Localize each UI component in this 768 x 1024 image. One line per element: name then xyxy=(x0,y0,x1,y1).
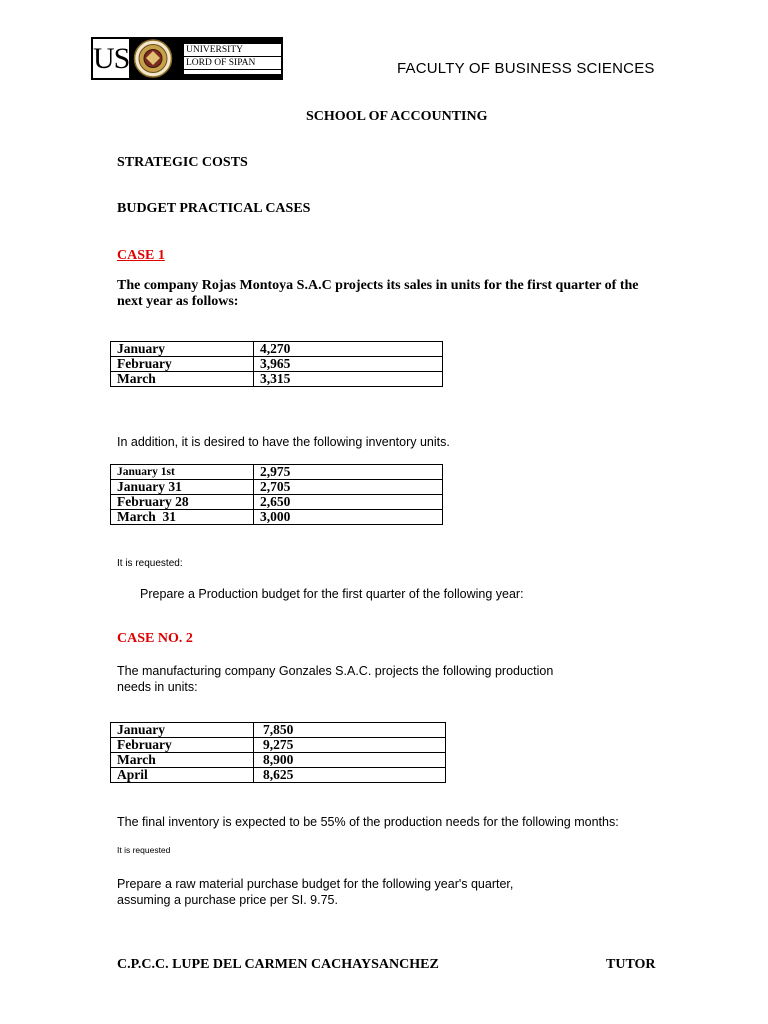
university-logo xyxy=(91,37,283,80)
table-row xyxy=(111,768,446,783)
faculty-name: FACULTY OF BUSINESS SCIENCES xyxy=(397,60,655,77)
course-title: STRATEGIC COSTS xyxy=(117,155,248,170)
units-cell: 7,850 xyxy=(254,723,446,738)
case1-task: Prepare a Production budget for the first quarter of the following year: xyxy=(140,587,524,601)
table-row xyxy=(111,723,446,738)
case2-heading: CASE NO. 2 xyxy=(117,631,193,646)
month-cell: January xyxy=(111,723,254,738)
tutor-role: TUTOR xyxy=(606,957,656,972)
case1-inventory-intro: In addition, it is desired to have the following inventory units. xyxy=(117,435,450,449)
table-row xyxy=(111,465,443,480)
case2-task: Prepare a raw material purchase budget for the following year's quarter, assuming a purchase price per SI. 9.75. xyxy=(117,877,514,907)
units-cell: 8,900 xyxy=(254,753,446,768)
case1-intro: The company Rojas Montoya S.A.C projects its sales in units for the first quarter of the next year as follows: xyxy=(117,278,639,309)
units-cell: 3,000 xyxy=(254,510,443,525)
table-row xyxy=(111,372,443,387)
table-row xyxy=(111,738,446,753)
document-subtitle: BUDGET PRACTICAL CASES xyxy=(117,201,311,216)
month-cell: February xyxy=(111,357,254,372)
case2-inventory-note: The final inventory is expected to be 55% of the production needs for the following months: xyxy=(117,815,619,829)
units-cell: 9,275 xyxy=(254,738,446,753)
date-cell: January 31 xyxy=(111,480,254,495)
tutor-name: C.P.C.C. LUPE DEL CARMEN CACHAYSANCHEZ xyxy=(117,957,439,972)
month-cell: January xyxy=(111,342,254,357)
table-row xyxy=(111,510,443,525)
seal-icon xyxy=(133,39,173,78)
case2-requested-label: It is requested xyxy=(117,845,171,855)
case2-production-table xyxy=(110,722,446,783)
date-cell: February 28 xyxy=(111,495,254,510)
month-cell: March xyxy=(111,753,254,768)
units-cell: 2,705 xyxy=(254,480,443,495)
case1-inventory-table xyxy=(110,464,443,525)
date-cell: March 31 xyxy=(111,510,254,525)
units-cell: 2,650 xyxy=(254,495,443,510)
units-cell: 8,625 xyxy=(254,768,446,783)
units-cell: 3,965 xyxy=(254,357,443,372)
units-cell: 2,975 xyxy=(254,465,443,480)
case1-requested-label: It is requested: xyxy=(117,558,183,569)
table-row xyxy=(111,495,443,510)
case1-heading: CASE 1 xyxy=(117,248,165,263)
case2-intro: The manufacturing company Gonzales S.A.C. projects the following production needs in units: xyxy=(117,664,554,694)
logo-text xyxy=(184,44,281,74)
month-cell: March xyxy=(111,372,254,387)
units-cell: 3,315 xyxy=(254,372,443,387)
month-cell: April xyxy=(111,768,254,783)
table-row xyxy=(111,342,443,357)
case1-sales-table xyxy=(110,341,443,387)
table-row xyxy=(111,357,443,372)
logo-line-name: LORD OF SIPAN xyxy=(184,57,281,70)
units-cell: 4,270 xyxy=(254,342,443,357)
logo-line-university: UNIVERSITY xyxy=(184,44,281,57)
month-cell: February xyxy=(111,738,254,753)
school-title: SCHOOL OF ACCOUNTING xyxy=(306,109,488,124)
logo-letters: US xyxy=(91,37,131,80)
table-row xyxy=(111,753,446,768)
table-row xyxy=(111,480,443,495)
date-cell: January 1st xyxy=(111,465,254,480)
